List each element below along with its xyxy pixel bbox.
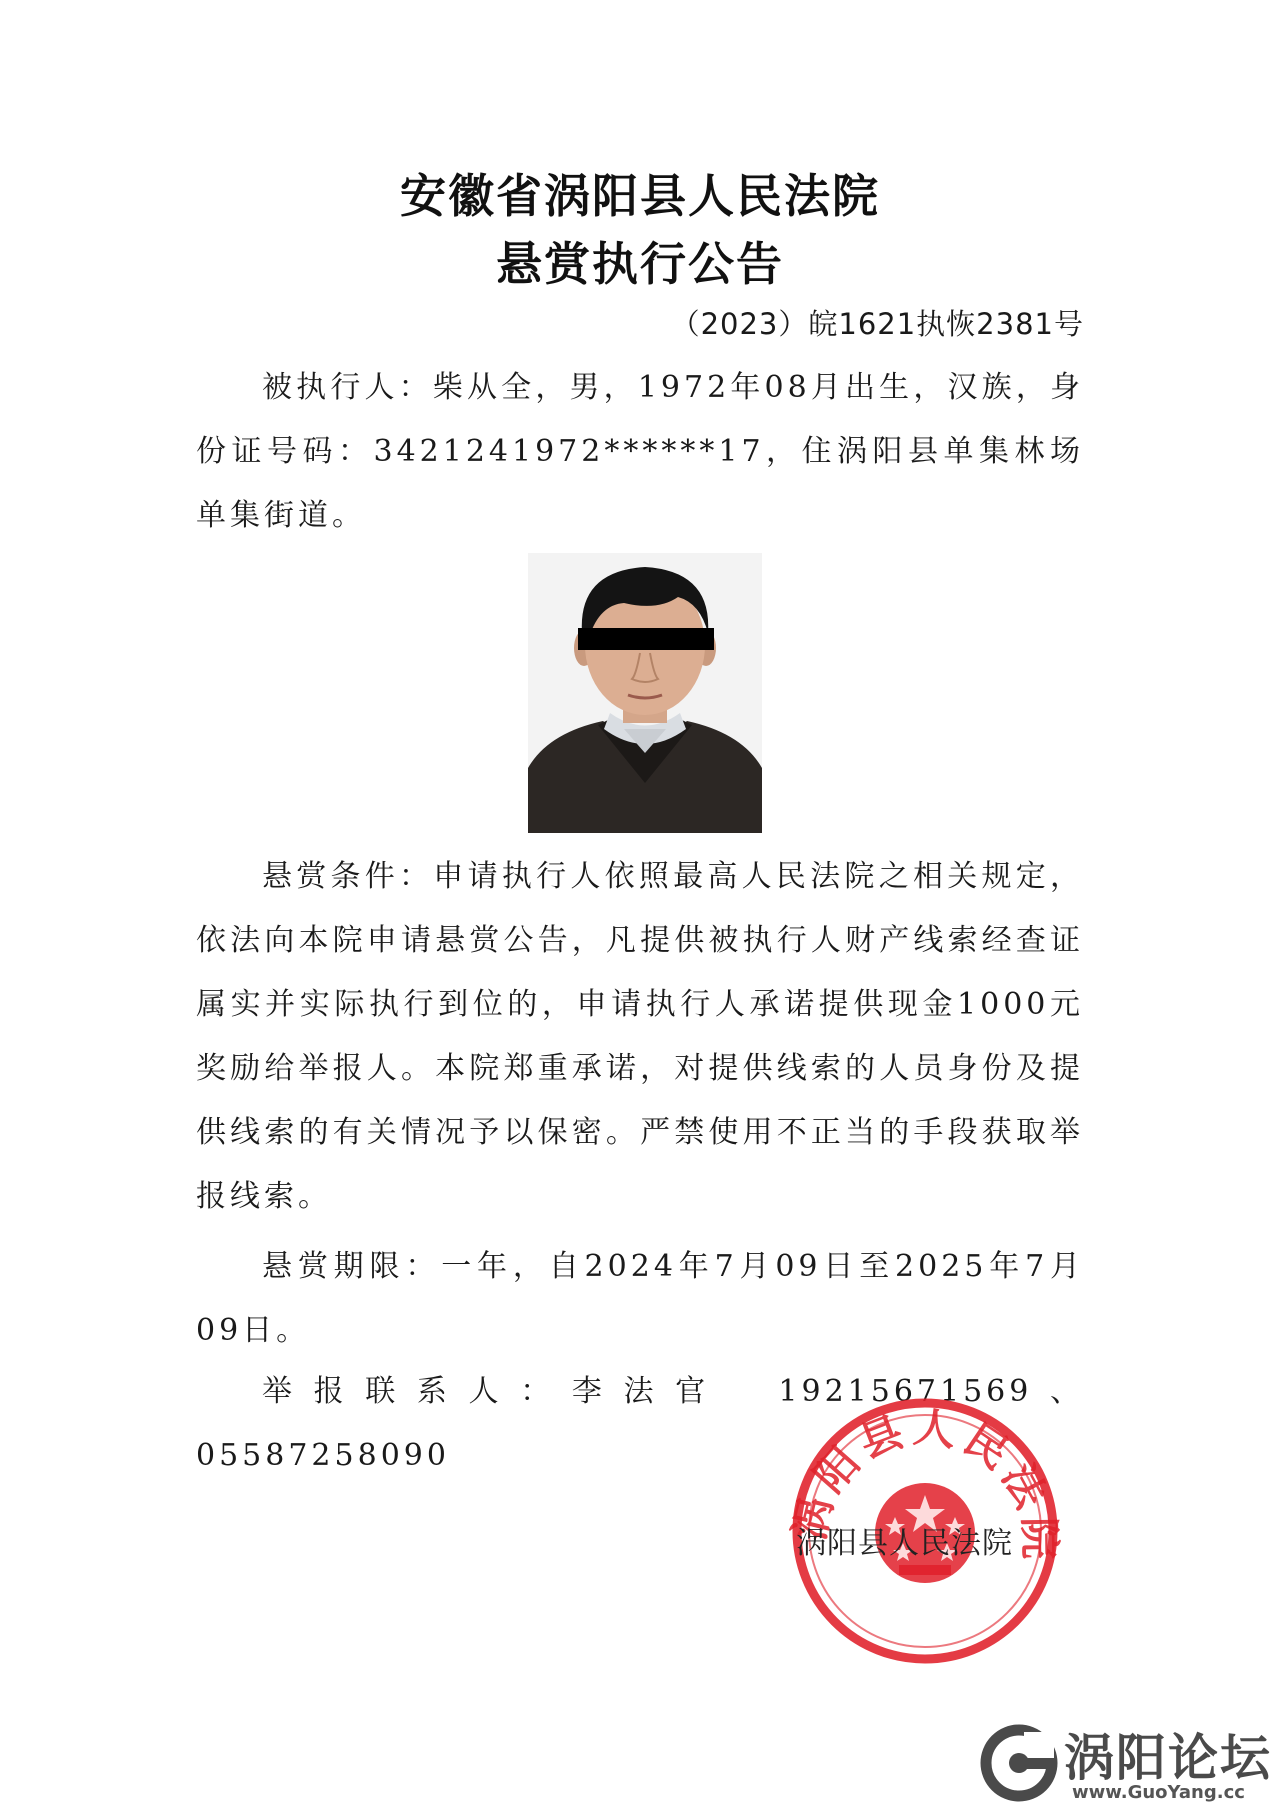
subject-paragraph: 被执行人：柴从全，男，1972年08月出生，汉族，身份证号码：3421241972******17，住涡阳县单集林场单集街道。 <box>196 370 1084 533</box>
forum-name: 涡阳论坛 <box>1064 1729 1272 1787</box>
portrait-photo-icon <box>528 553 762 833</box>
conditions-paragraph: 悬赏条件：申请执行人依照最高人民法院之相关规定，依法向本院申请悬赏公告，凡提供被执行人财产线索经查证属实并实际执行到位的，申请执行人承诺提供现金1000元奖励给举报人。本院郑重承诺，对提供线索的人员身份及提供线索的有关情况予以保密。严禁使用不正当的手段获取举报线索。 <box>196 859 1084 1214</box>
seal-court-name: 涡阳县人民法院 <box>796 1526 1013 1561</box>
forum-url[interactable]: www.GuoYang.cc <box>1072 1782 1245 1803</box>
notice-title: 悬赏执行公告 <box>496 237 784 291</box>
forum-watermark[interactable] <box>980 1722 1276 1806</box>
court-title: 安徽省涡阳县人民法院 <box>400 169 880 223</box>
portrait-illustration <box>528 553 762 833</box>
forum-logo-icon <box>980 1724 1058 1802</box>
contact-paragraph: 举报联系人：李法官 19215671569、05587258090 <box>196 1374 1084 1473</box>
case-number: （2023）皖1621执恢2381号 <box>670 307 1084 341</box>
seal-ring-text: 涡阳县人民法院 <box>787 1402 1063 1566</box>
period-paragraph: 悬赏期限：一年，自2024年7月09日至2025年7月09日。 <box>196 1249 1084 1348</box>
